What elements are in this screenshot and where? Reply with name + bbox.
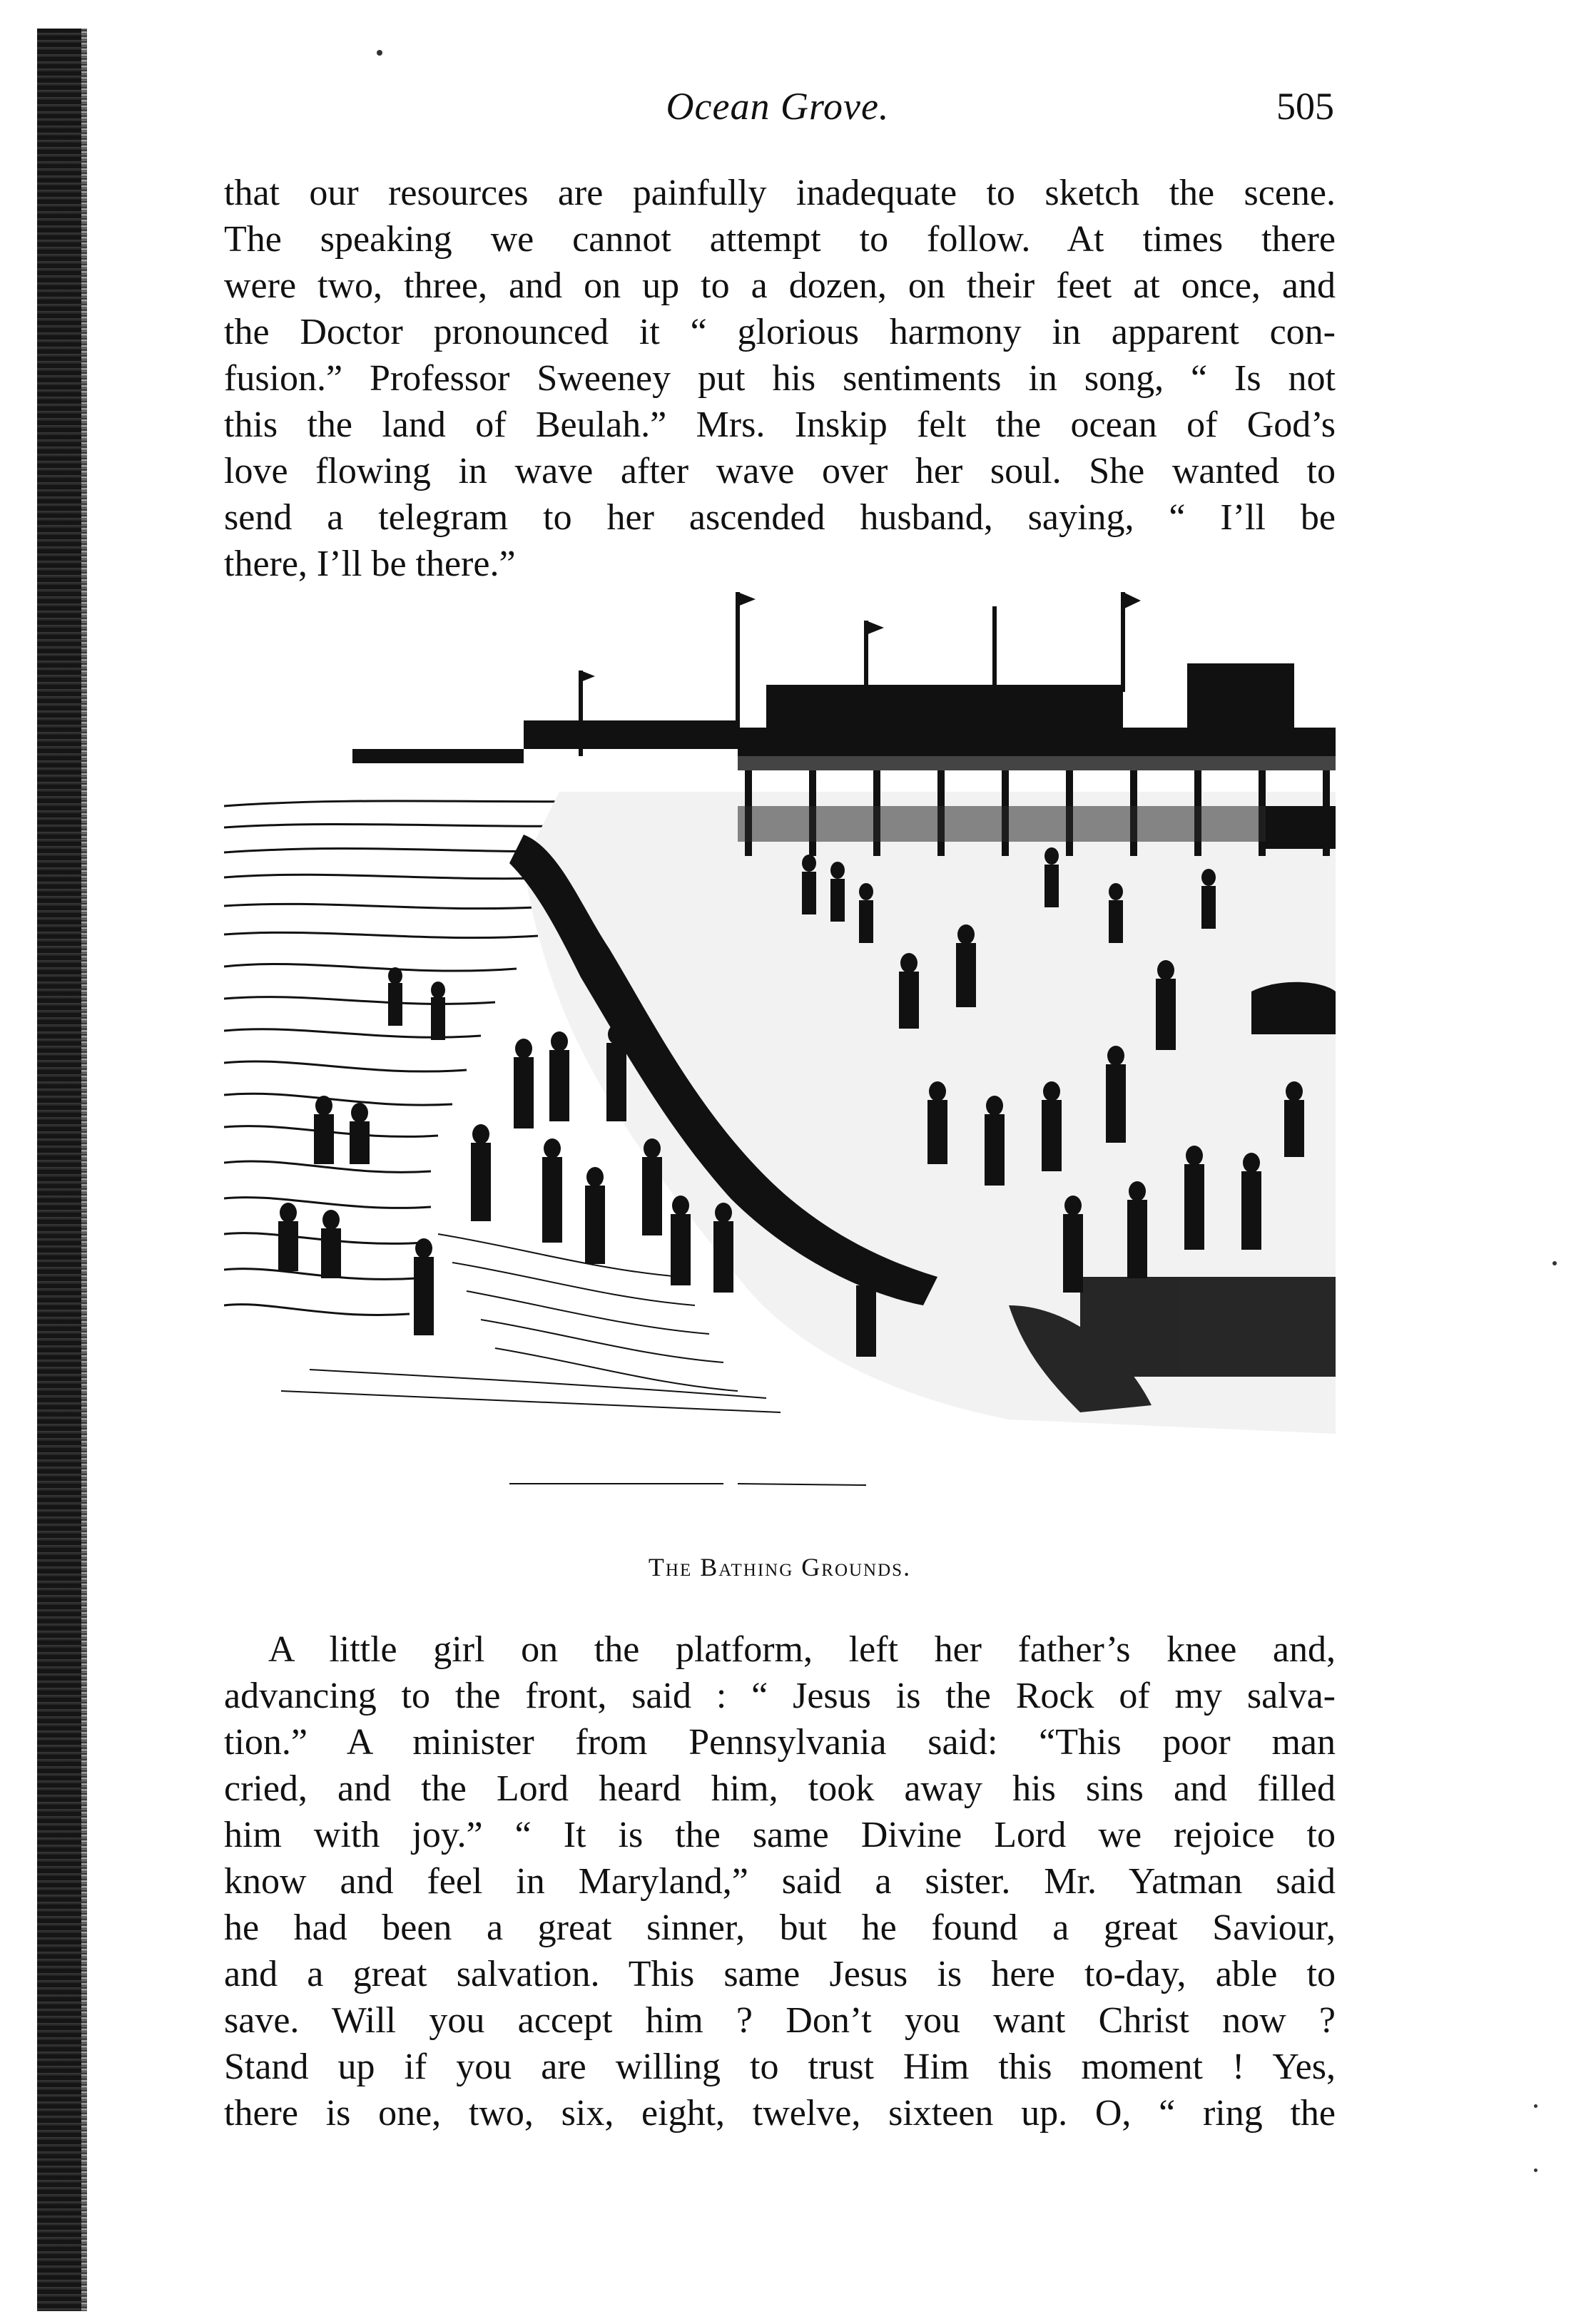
text-line: know and feel in Maryland,” said a sister. Mr. Yatman said: [224, 1861, 1336, 1902]
print-speck: [377, 50, 382, 56]
print-speck: [1534, 2168, 1537, 2172]
text-line: love flowing in wave after wave over her soul. She wanted to: [224, 451, 1336, 491]
beach-engraving-drawing: [224, 592, 1336, 1541]
page-binding-edge: [37, 29, 83, 2311]
text-line: there is one, two, six, eight, twelve, sixteen up. O, “ ring the: [224, 2093, 1336, 2134]
text-line: there, I’ll be there.”: [224, 544, 516, 584]
text-line: and a great salvation. This same Jesus is here to-day, able to: [224, 1954, 1336, 1994]
text-line: cried, and the Lord heard him, took away his sins and filled: [224, 1768, 1336, 1809]
illustration-caption: The Bathing Grounds.: [648, 1553, 912, 1581]
text-line: that our resources are painfully inadequate to sketch the scene.: [224, 173, 1336, 213]
paragraph-2: [224, 1626, 1336, 2136]
text-line: him with joy.” “ It is the same Divine Lord we rejoice to: [224, 1815, 1336, 1855]
page-number: 505: [1276, 85, 1334, 128]
text-line: advancing to the front, said : “ Jesus is the Rock of my salva-: [224, 1676, 1336, 1716]
text-line: send a telegram to her ascended husband, saying, “ I’ll be: [224, 497, 1336, 538]
beach-engraving: [224, 592, 1336, 1541]
text-line: Stand up if you are willing to trust Him this moment ! Yes,: [224, 2047, 1336, 2087]
text-line: A little girl on the platform, left her father’s knee and,: [268, 1629, 1336, 1670]
text-line: were two, three, and on up to a dozen, on their feet at once, and: [224, 265, 1336, 306]
text-line: the Doctor pronounced it “ glorious harmony in apparent con-: [224, 312, 1336, 352]
running-head: [221, 84, 1334, 141]
text-line: save. Will you accept him ? Don’t you want Christ now ?: [224, 2000, 1336, 2041]
print-speck: [1552, 1261, 1557, 1265]
paragraph-1: [224, 170, 1336, 587]
text-line: fusion.” Professor Sweeney put his sentiments in song, “ Is not: [224, 358, 1336, 399]
running-title: Ocean Grove.: [666, 85, 890, 128]
text-line: tion.” A minister from Pennsylvania said: “This poor man: [224, 1722, 1336, 1763]
text-line: this the land of Beulah.” Mrs. Inskip felt the ocean of God’s: [224, 404, 1336, 445]
text-line: The speaking we cannot attempt to follow. At times there: [224, 219, 1336, 260]
text-line: he had been a great sinner, but he found a great Saviour,: [224, 1907, 1336, 1948]
print-speck: [1534, 2104, 1537, 2108]
